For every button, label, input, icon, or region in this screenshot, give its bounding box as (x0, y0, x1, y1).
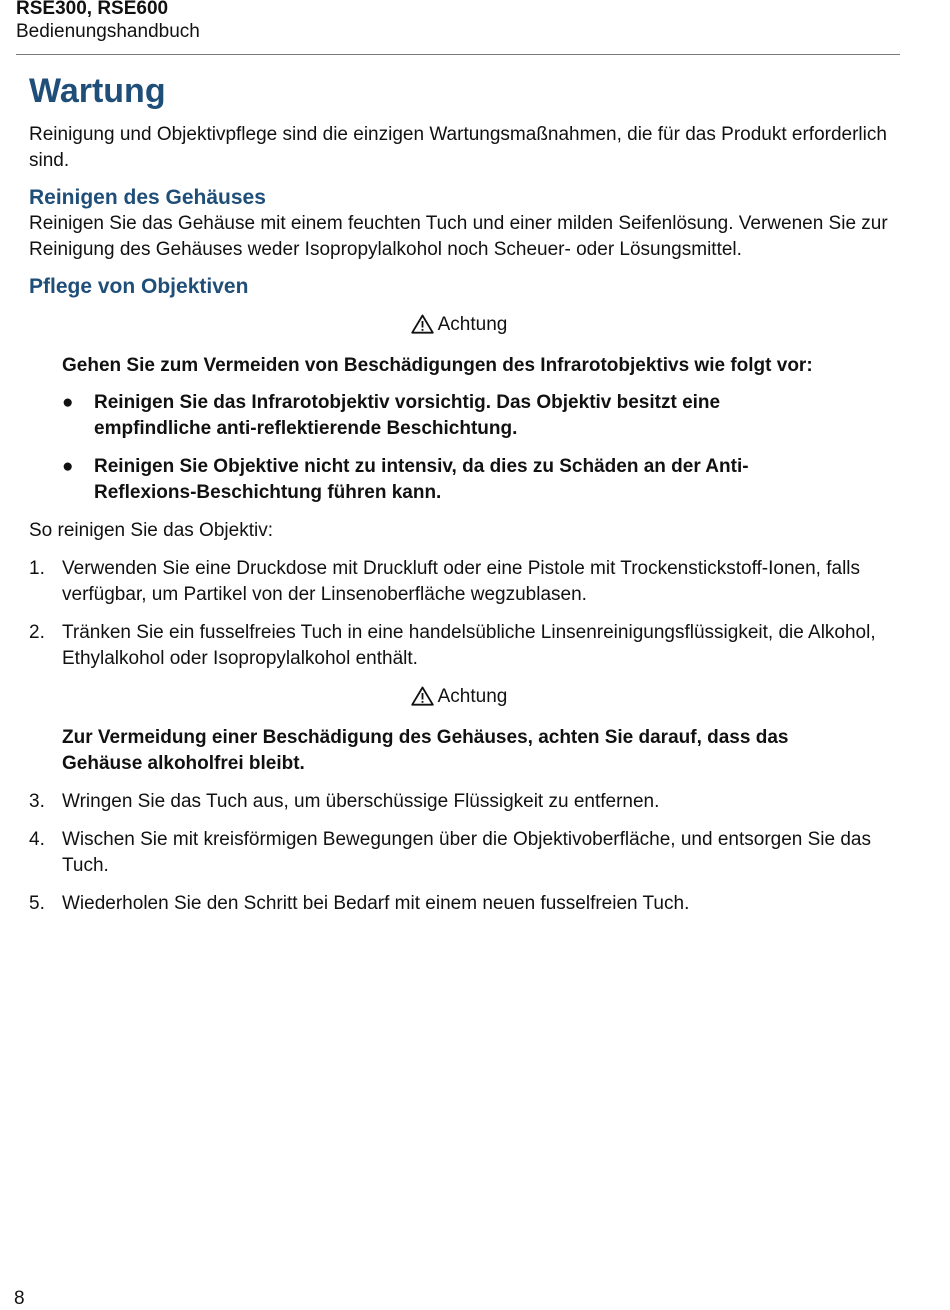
caution-notice-2 (29, 684, 889, 714)
bullet-text: Reinigen Sie Objektive nicht zu intensiv, da dies zu Schäden an der Anti-Reflexions-Beschichtung führen kann. (94, 456, 749, 503)
step-number: 5. (29, 893, 45, 914)
bullet-text: Reinigen Sie das Infrarotobjektiv vorsichtig. Das Objektiv besitzt eine empfindliche anti-reflektierende Beschichtung. (94, 392, 721, 439)
step-text: Wiederholen Sie den Schritt bei Bedarf mit einem neuen fusselfreien Tuch. (62, 893, 690, 914)
list-item (62, 454, 804, 506)
list-item (29, 789, 889, 815)
step-text: Verwenden Sie eine Druckdose mit Druckluft oder eine Pistole mit Trockenstickstoff-Ionen, falls verfügbar, um Partikel von der Linsenoberfläche wegzublasen. (62, 558, 861, 605)
caution-notice-1 (29, 312, 889, 342)
steps-list-a (29, 556, 889, 672)
caution-label: Achtung (437, 686, 508, 707)
list-item (29, 827, 889, 879)
housing-heading: Reinigen des Gehäuses (29, 186, 266, 209)
step-number: 1. (29, 558, 45, 579)
list-item (29, 556, 889, 608)
step-text: Wischen Sie mit kreisförmigen Bewegungen über die Objektivoberfläche, und entsorgen Sie das Tuch. (62, 829, 872, 876)
caution-label: Achtung (437, 314, 508, 335)
step-number: 3. (29, 791, 45, 812)
step-text: Tränken Sie ein fusselfreies Tuch in eine handelsübliche Linsenreinigungsflüssigkeit, die Alkohol, Ethylalkohol oder Isopropylalkohol enthält. (62, 622, 876, 669)
step-text: Wringen Sie das Tuch aus, um überschüssige Flüssigkeit zu entfernen. (62, 791, 660, 812)
list-item (29, 620, 889, 672)
section-intro: Reinigung und Objektivpflege sind die einzigen Wartungsmaßnahmen, die für das Produkt erforderlich sind. (29, 124, 887, 171)
steps-list-b (29, 789, 889, 917)
caution-lead: Gehen Sie zum Vermeiden von Beschädigungen des Infrarotobjektivs wie folgt vor: (62, 355, 813, 376)
step-number: 4. (29, 829, 45, 850)
bullet-icon: ● (62, 392, 74, 413)
caution-bullet-list (62, 390, 889, 506)
page-number: 8 (14, 1288, 25, 1309)
product-model: RSE300, RSE600 (16, 0, 169, 19)
caution-lead: Zur Vermeidung einer Beschädigung des Gehäuses, achten Sie darauf, dass das Gehäuse alkoholfrei bleibt. (62, 727, 789, 774)
list-item (29, 891, 889, 917)
warning-triangle-icon (411, 686, 434, 714)
section-title: Wartung (29, 72, 166, 110)
page-content (29, 70, 889, 929)
lens-heading: Pflege von Objektiven (29, 275, 249, 298)
warning-triangle-icon (411, 314, 434, 342)
header-divider (16, 54, 900, 55)
step-number: 2. (29, 622, 45, 643)
bullet-icon: ● (62, 456, 74, 477)
steps-intro: So reinigen Sie das Objektiv: (29, 520, 273, 541)
list-item (62, 390, 804, 442)
housing-text: Reinigen Sie das Gehäuse mit einem feuchten Tuch und einer milden Seifenlösung. Verwenen Sie zur Reinigung des Gehäuses weder Isopropylalkohol noch Scheuer- oder Lösungsmittel. (29, 213, 888, 260)
page-header (16, 0, 900, 43)
document-type: Bedienungshandbuch (16, 21, 200, 42)
